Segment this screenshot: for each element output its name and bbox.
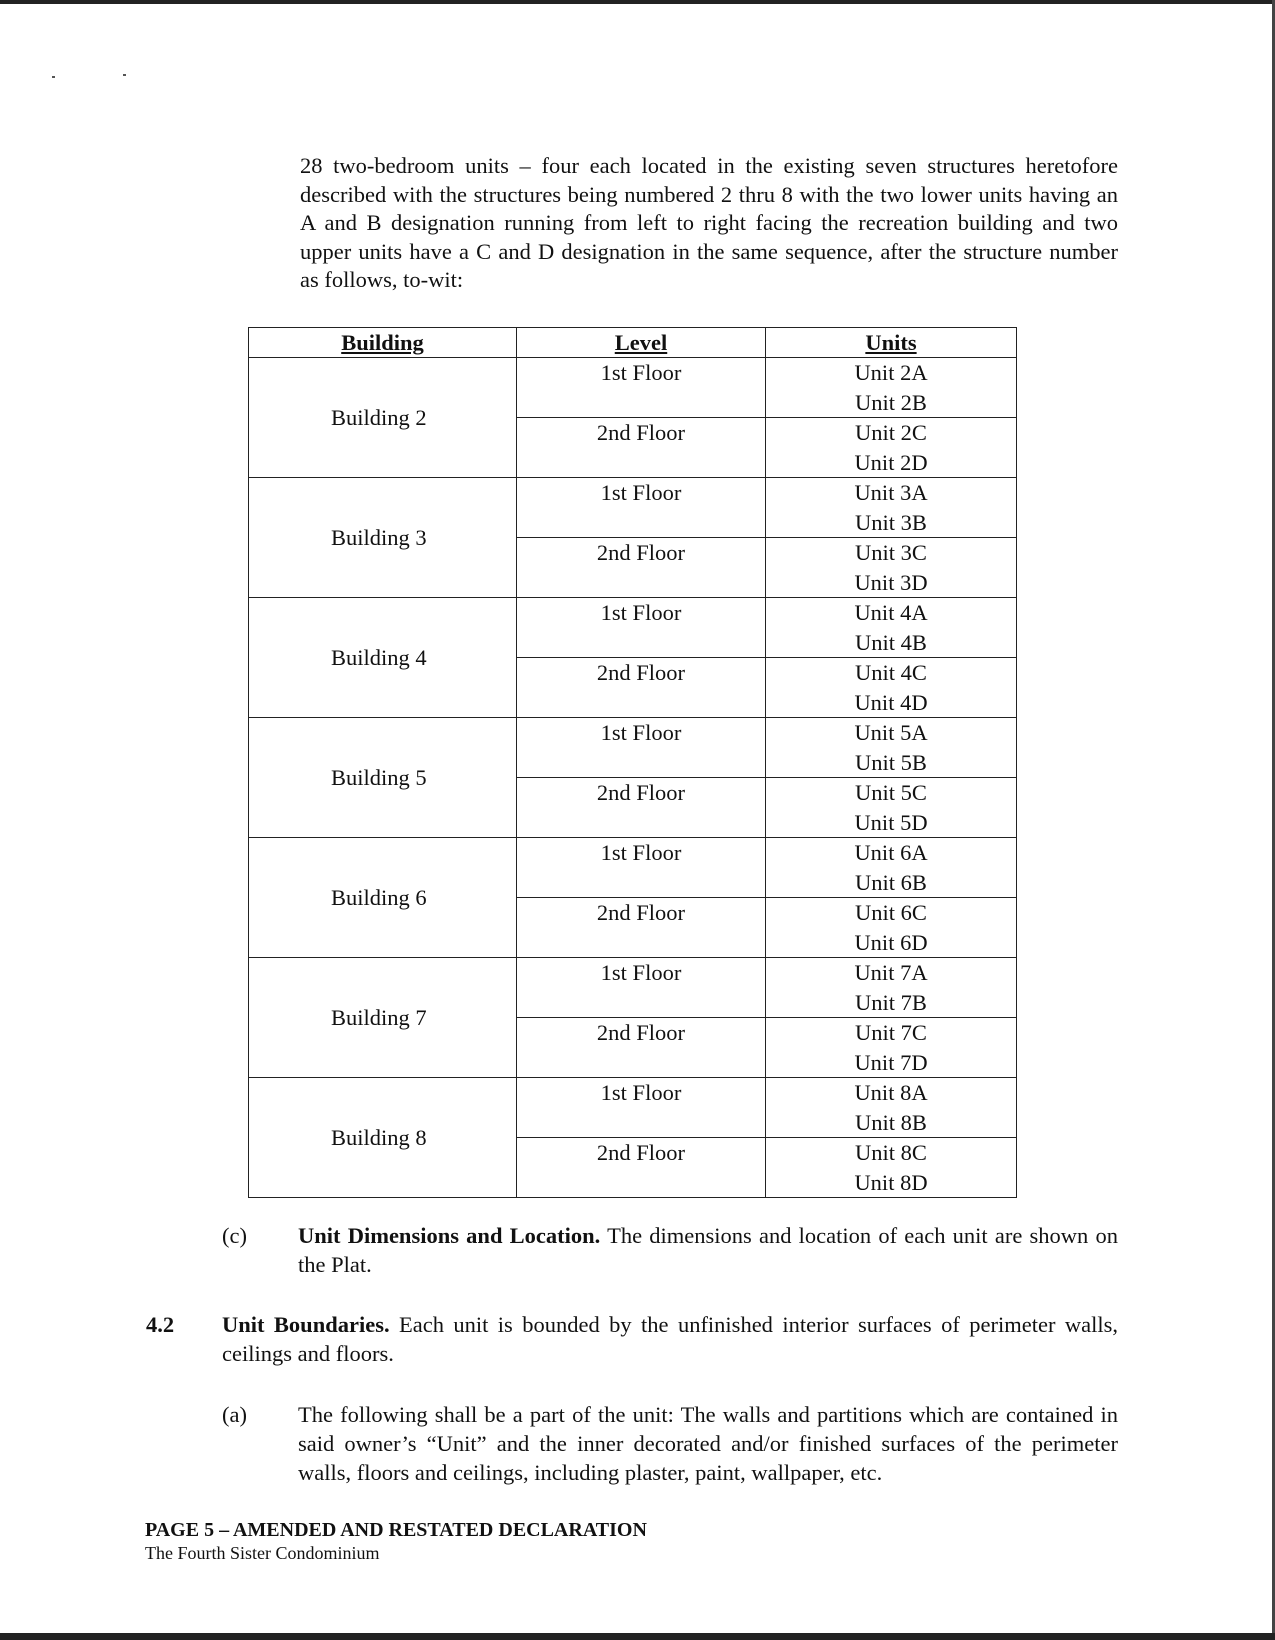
section-4-2-number: 4.2	[146, 1312, 175, 1337]
building-cell: Building 3	[249, 478, 517, 598]
scan-speck	[123, 74, 126, 76]
table-row	[249, 598, 1017, 658]
level-cell-1st: 1st Floor	[517, 718, 766, 778]
section-4-2-heading: Unit Boundaries.	[222, 1312, 390, 1337]
section-c-text: The dimensions and location of each unit are shown on the Plat.	[298, 1223, 1118, 1277]
building-cell: Building 6	[249, 838, 517, 958]
unit-label: Unit 5D	[854, 809, 928, 835]
header-building: Building	[249, 328, 517, 358]
unit-label: Unit 7D	[854, 1049, 928, 1075]
unit-label: Unit 8B	[855, 1109, 927, 1135]
section-c-marker: (c)	[222, 1223, 247, 1248]
unit-label: Unit 3B	[855, 509, 927, 535]
table-header-row	[249, 328, 1017, 358]
intro-paragraph: 28 two-bedroom units – four each located in the existing seven structures heretofore described with the structures being numbered 2 thru 8 with the two lower units having an A and B designation running from left to right facing the recreation building and two upper units have a C and D designation in the same sequence, after the structure number as follows, to-wit:	[300, 153, 1118, 293]
unit-label: Unit 8C	[855, 1140, 927, 1165]
level-cell-1st: 1st Floor	[517, 358, 766, 418]
unit-label: Unit 6D	[854, 929, 928, 955]
building-cell: Building 5	[249, 718, 517, 838]
section-4-2-paragraph	[222, 1310, 1118, 1368]
footer-subtitle: The Fourth Sister Condominium	[145, 1543, 380, 1563]
units-cell-1st	[766, 598, 1017, 658]
unit-label: Unit 3A	[854, 480, 928, 505]
building-cell: Building 7	[249, 958, 517, 1078]
section-a-paragraph: The following shall be a part of the unit: The walls and partitions which are contained in said owner’s “Unit” and the inner decorated and/or finished surfaces of the perimeter walls, floors and ceilings, including plaster, paint, wallpaper, etc.	[298, 1402, 1118, 1485]
unit-label: Unit 4D	[854, 689, 928, 715]
units-cell-2nd	[766, 1018, 1017, 1078]
table-row	[249, 358, 1017, 418]
building-cell: Building 8	[249, 1078, 517, 1198]
header-units: Units	[766, 328, 1017, 358]
level-cell-1st: 1st Floor	[517, 958, 766, 1018]
unit-label: Unit 5A	[854, 720, 928, 745]
section-a-marker: (a)	[222, 1402, 247, 1427]
level-cell-2nd: 2nd Floor	[517, 1138, 766, 1198]
unit-label: Unit 7A	[854, 960, 928, 985]
unit-label: Unit 2D	[854, 449, 928, 475]
units-cell-2nd	[766, 418, 1017, 478]
level-cell-2nd: 2nd Floor	[517, 658, 766, 718]
unit-label: Unit 2C	[855, 420, 927, 445]
page-footer	[145, 1518, 647, 1564]
table-row	[249, 838, 1017, 898]
units-cell-1st	[766, 1078, 1017, 1138]
units-cell-2nd	[766, 658, 1017, 718]
units-cell-1st	[766, 478, 1017, 538]
table-row	[249, 958, 1017, 1018]
level-cell-2nd: 2nd Floor	[517, 1018, 766, 1078]
unit-label: Unit 7B	[855, 989, 927, 1015]
units-table	[248, 327, 1017, 1198]
unit-label: Unit 6A	[854, 840, 928, 865]
units-cell-2nd	[766, 898, 1017, 958]
level-cell-2nd: 2nd Floor	[517, 778, 766, 838]
units-cell-2nd	[766, 778, 1017, 838]
unit-label: Unit 4A	[854, 600, 928, 625]
table-row	[249, 1078, 1017, 1138]
level-cell-2nd: 2nd Floor	[517, 418, 766, 478]
scan-speck	[52, 76, 55, 78]
unit-label: Unit 5C	[855, 780, 927, 805]
level-cell-2nd: 2nd Floor	[517, 538, 766, 598]
units-cell-1st	[766, 838, 1017, 898]
unit-label: Unit 7C	[855, 1020, 927, 1045]
section-c-heading: Unit Dimensions and Location.	[298, 1223, 601, 1248]
building-cell: Building 4	[249, 598, 517, 718]
unit-label: Unit 8D	[854, 1169, 928, 1195]
level-cell-1st: 1st Floor	[517, 1078, 766, 1138]
unit-label: Unit 2A	[854, 360, 928, 385]
header-level: Level	[517, 328, 766, 358]
unit-label: Unit 2B	[855, 389, 927, 415]
unit-label: Unit 4C	[855, 660, 927, 685]
unit-label: Unit 6C	[855, 900, 927, 925]
units-cell-1st	[766, 958, 1017, 1018]
units-cell-2nd	[766, 1138, 1017, 1198]
units-cell-1st	[766, 718, 1017, 778]
level-cell-1st: 1st Floor	[517, 478, 766, 538]
unit-label: Unit 5B	[855, 749, 927, 775]
table-row	[249, 718, 1017, 778]
level-cell-1st: 1st Floor	[517, 838, 766, 898]
footer-page-label: PAGE 5 – AMENDED AND RESTATED DECLARATION	[145, 1519, 647, 1541]
units-cell-2nd	[766, 538, 1017, 598]
section-c-paragraph	[298, 1221, 1118, 1279]
unit-label: Unit 3C	[855, 540, 927, 565]
unit-label: Unit 8A	[854, 1080, 928, 1105]
scan-edge-top	[0, 0, 1275, 4]
unit-label: Unit 6B	[855, 869, 927, 895]
level-cell-2nd: 2nd Floor	[517, 898, 766, 958]
level-cell-1st: 1st Floor	[517, 598, 766, 658]
units-cell-1st	[766, 358, 1017, 418]
unit-label: Unit 4B	[855, 629, 927, 655]
table-row	[249, 478, 1017, 538]
scan-edge-bottom	[0, 1633, 1275, 1640]
section-4-2-text: Each unit is bounded by the unfinished interior surfaces of perimeter walls, ceilings and floors.	[222, 1312, 1118, 1366]
building-cell: Building 2	[249, 358, 517, 478]
unit-label: Unit 3D	[854, 569, 928, 595]
